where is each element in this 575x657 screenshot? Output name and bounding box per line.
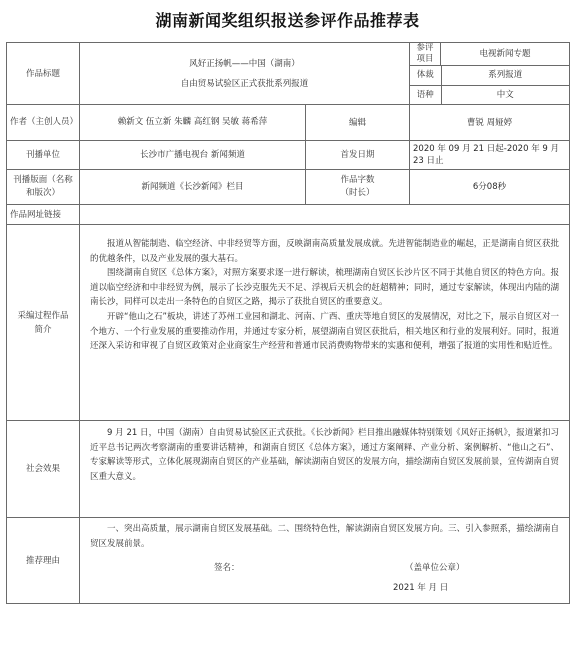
stamp-note: （盖单位公章） — [405, 563, 465, 574]
label-first-date: 首发日期 — [306, 141, 410, 170]
reason-content — [80, 518, 570, 604]
row-author-editor — [7, 105, 570, 141]
work-title-line1: 风好正扬帆——中国（湖南） — [189, 58, 300, 69]
label-effect: 社会效果 — [7, 421, 80, 518]
url-value — [80, 205, 570, 225]
genre-value: 系列报道 — [441, 66, 569, 85]
label-work-title: 作品标题 — [7, 43, 80, 105]
effect-content — [80, 421, 570, 518]
first-date-value: 2020 年 09 月 21 日起-2020 年 9 月 23 日止 — [410, 141, 570, 170]
row-process — [7, 225, 570, 421]
process-paragraph-1: 报道从智能制造、临空经济、中非经贸等方面，反映湖南高质量发展成就。先进智能制造业的崛起，正是湖南自贸区获批的优越条件，以及产业发展的强大基石。 — [90, 239, 560, 264]
row-url — [7, 205, 570, 225]
row-title-entry — [7, 43, 570, 66]
label-genre: 体裁 — [410, 66, 441, 85]
label-editor: 编辑 — [306, 105, 410, 141]
work-title-value — [80, 43, 410, 105]
label-process: 采编过程作品简介 — [7, 225, 80, 421]
nomination-form-table — [6, 42, 570, 604]
work-title-line2: 自由贸易试验区正式获批系列报道 — [180, 78, 309, 89]
reason-text: 一、突出高质量，展示湖南自贸区发展基础。二、围绕特色性，解读湖南自贸区发展方向。三、引入参照系，描绘湖南自贸区发展前景。 — [90, 524, 560, 549]
editor-value: 曹锐 周娅婷 — [410, 105, 570, 141]
length-value: 6分08秒 — [410, 170, 570, 205]
language-value: 中文 — [496, 89, 514, 100]
signature-label: 签名： — [214, 563, 240, 574]
genre-language-cell — [410, 66, 570, 105]
row-reason — [7, 518, 570, 604]
row-effect — [7, 421, 570, 518]
row-publisher-date — [7, 141, 570, 170]
effect-paragraph: 9 月 21 日，中国（湖南）自由贸易试验区正式获批。《长沙新闻》栏目推出融媒体特别策划《风好正扬帆》，报道紧扣习近平总书记两次考察湖南的重要讲话精神，和湖南自贸区《总体方案》，通过方案阐释、产业分析、案例解析、“他山之石”、专家解读等形式，立体化展现湖南自贸区的产业基础，解读湖南自贸区的发展方向，描绘湖南自贸区发展前景，宣传湖南自贸区重大意义。 — [90, 428, 560, 482]
entry-item-value: 电视新闻专题 — [441, 43, 570, 66]
row-column-length — [7, 170, 570, 205]
label-language: 语种 — [410, 85, 441, 104]
signature-block — [90, 561, 559, 599]
publisher-value: 长沙市广播电视台 新闻频道 — [80, 141, 306, 170]
genre-language-subtable — [410, 66, 569, 104]
label-length: 作品字数（时长） — [306, 170, 410, 205]
label-url: 作品网址链接 — [7, 205, 80, 225]
process-content — [80, 225, 570, 421]
process-paragraph-3: 开辟“他山之石”板块，讲述了苏州工业园和湖北、河南、广西、重庆等地自贸区的发展情况，对比之下，展示自贸区对一个地方、一个行业发展的重要推动作用，并通过专家分析，展望湖南自贸区获批后，相关地区和行业的发展利好。同时，报道还深入采访和审视了自贸区政策对企业商家生产经营和普通市民消费购物带来的实惠和便利，增强了报道的实用性和贴近性。 — [90, 311, 560, 352]
process-paragraph-2: 围绕湖南自贸区《总体方案》，对照方案要求逐一进行解读，梳理湖南自贸区长沙片区不同于其他自贸区的特色方向。报道以临空经济和中非经贸为例，展示了长沙克服先天不足、浮视后天机会的赶超精神；同时，通过专家解读，体现出内陆的湖南长沙，同样可以走出一条特色的自贸区之路，揭示了获批自贸区的重要意义。 — [90, 268, 560, 308]
signature-date: 2021 年 月 日 — [393, 583, 449, 594]
label-column: 刊播版面（名称和版次） — [7, 170, 80, 205]
label-reason: 推荐理由 — [7, 518, 80, 604]
label-author: 作者（主创人员） — [7, 105, 80, 141]
label-entry-item: 参评项目 — [410, 43, 441, 66]
column-value: 新闻频道《长沙新闻》栏目 — [80, 170, 306, 205]
label-publisher: 刊播单位 — [7, 141, 80, 170]
author-value: 赖新文 伍立新 朱麟 高红钢 吴敏 蒋希萍 — [80, 105, 306, 141]
document-title: 湖南新闻奖组织报送参评作品推荐表 — [155, 11, 420, 30]
